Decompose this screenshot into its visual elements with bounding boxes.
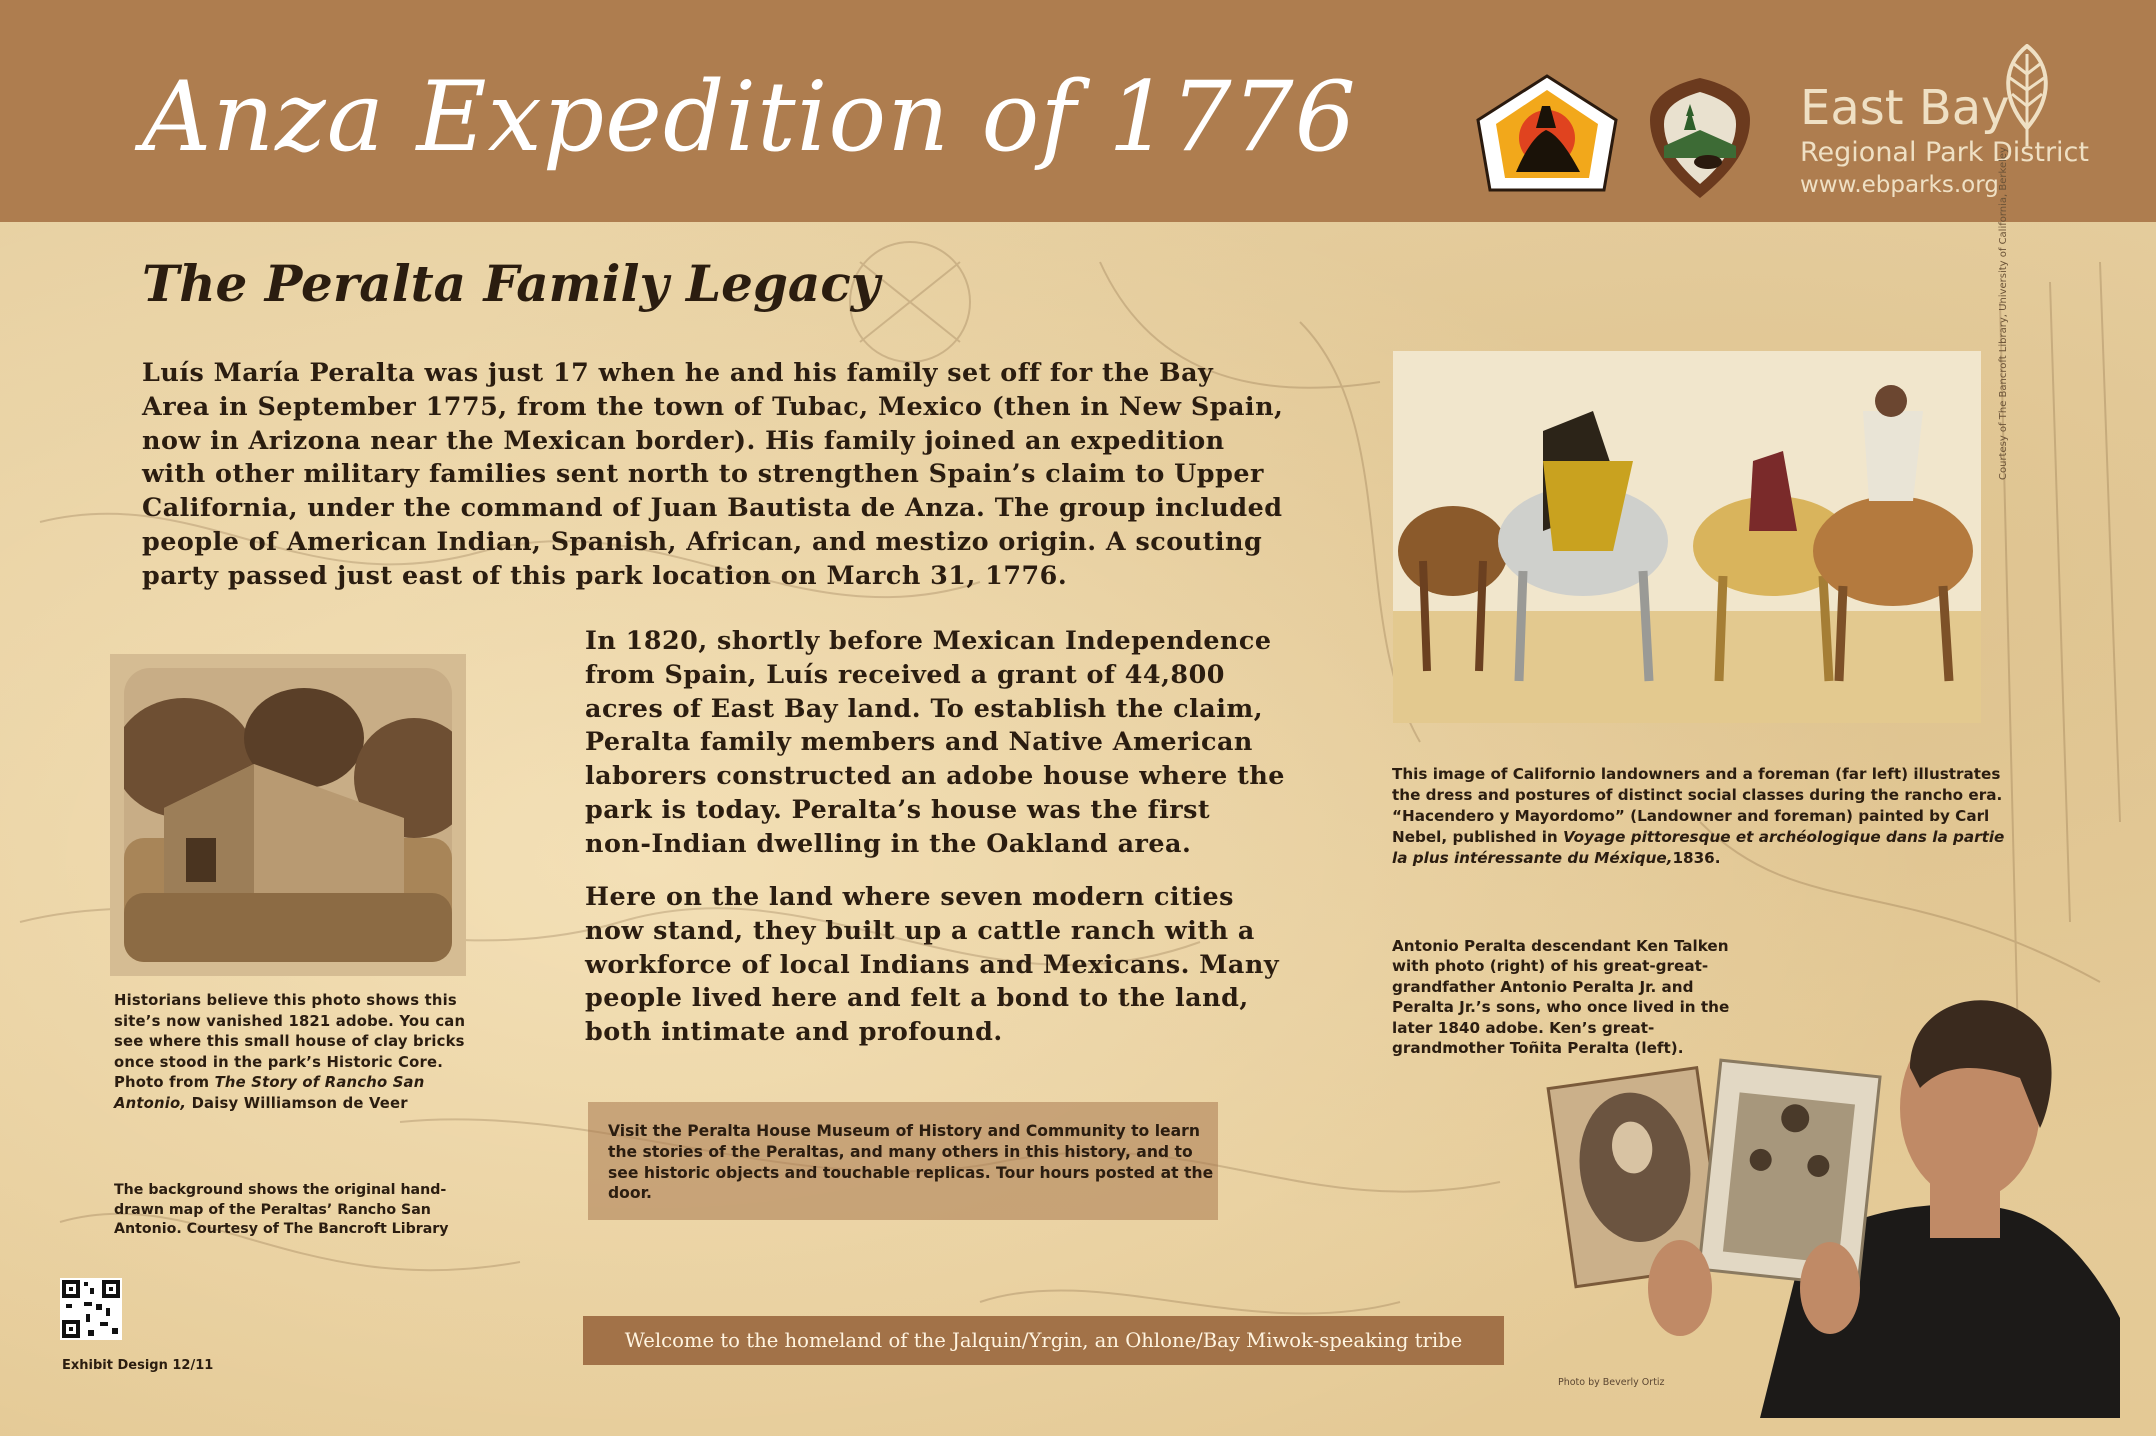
main-title: Anza Expedition of 1776 xyxy=(142,61,1357,173)
nps-arrowhead-logo xyxy=(1646,76,1754,200)
adobe-caption-text: Historians believe this photo shows this site’s now vanished 1821 adobe. You can see where this small house of clay bricks once stood in the park’s Historic Core. Photo from xyxy=(114,992,466,1092)
adobe-caption-book: The Story of Rancho San Antonio, xyxy=(114,1074,425,1112)
painting-caption xyxy=(1392,764,2022,869)
photo-credit: Photo by Beverly Ortiz xyxy=(1558,1377,1665,1388)
adobe-photo-image xyxy=(124,668,452,962)
adobe-photo-caption xyxy=(114,991,484,1115)
east-bay-name: East Bay xyxy=(1800,80,2010,136)
painting-caption-book: Voyage pittoresque et archéologique dans la partie la plus intéressante du Méxique, xyxy=(1392,828,2005,867)
ranch-paragraph: Here on the land where seven modern cities now stand, they built up a cattle ranch with a workforce of local Indians and Mexicans. Many people lived here and felt a bond to the land, both intimate and profound. xyxy=(585,881,1280,1047)
exhibit-design-credit: Exhibit Design 12/11 xyxy=(62,1358,214,1373)
map-caption: The background shows the original hand-drawn map of the Peraltas’ Rancho San Antonio. Courtesy of The Bancroft Library xyxy=(114,1182,449,1237)
visit-box-text: Visit the Peralta House Museum of History and Community to learn the stories of the Peraltas, and many others in this history, and to see historic objects and touchable replicas. Tour hours posted at the door. xyxy=(608,1122,1214,1203)
section-title: The Peralta Family Legacy xyxy=(142,254,880,313)
painting-caption-year: 1836. xyxy=(1672,849,1721,867)
header-bar xyxy=(0,0,2156,222)
grant-paragraph: In 1820, shortly before Mexican Independence from Spain, Luís received a grant of 44,800 acres of East Bay land. To establish the claim, Peralta family members and Native American laborers constructed an adobe house where the park is today. Peralta’s house was the first non-Indian dwelling in the Oakland area. xyxy=(585,625,1285,858)
adobe-caption-author: Daisy Williamson de Veer xyxy=(186,1094,408,1112)
leaf-icon xyxy=(1998,44,2056,148)
antonio-caption: Antonio Peralta descendant Ken Talken with photo (right) of his great-great-grandfather Antonio Peralta Jr. and Peralta Jr.’s sons, who once lived in the later 1840 adobe. Ken’s great-grandmother Toñita Peralta (left). xyxy=(1392,937,1730,1058)
painting-credit-text: Courtesy of The Bancroft Library, University of California, Berkeley xyxy=(1998,147,2009,480)
ken-talken-photo xyxy=(1500,958,2120,1418)
qr-code[interactable] xyxy=(60,1278,122,1340)
east-bay-subtitle: Regional Park District xyxy=(1800,137,2089,168)
welcome-banner: Welcome to the homeland of the Jalquin/Yrgin, an Ohlone/Bay Miwok-speaking tribe xyxy=(583,1316,1504,1365)
adobe-photo xyxy=(110,654,466,976)
californio-painting xyxy=(1393,351,1981,723)
painting-caption-text: This image of Californio landowners and a foreman (far left) illustrates the dress and postures of distinct social classes during the rancho era. “Hacendero y Mayordomo” (Landowner and foreman) painted by Carl Nebel, published in xyxy=(1392,765,2003,846)
intro-paragraph: Luís María Peralta was just 17 when he and his family set off for the Bay Area in September 1775, from the town of Tubac, Mexico (then in New Spain, now in Arizona near the Mexican border). His family joined an expedition with other military families sent north to strengthen Spain’s claim to Upper California, under the command of Juan Bautista de Anza. The group included people of American Indian, Spanish, African, and mestizo origin. A scouting party passed just east of this park location on March 31, 1776. xyxy=(142,357,1284,590)
east-bay-url: www.ebparks.org xyxy=(1800,172,1999,198)
anza-trail-logo xyxy=(1476,74,1618,194)
